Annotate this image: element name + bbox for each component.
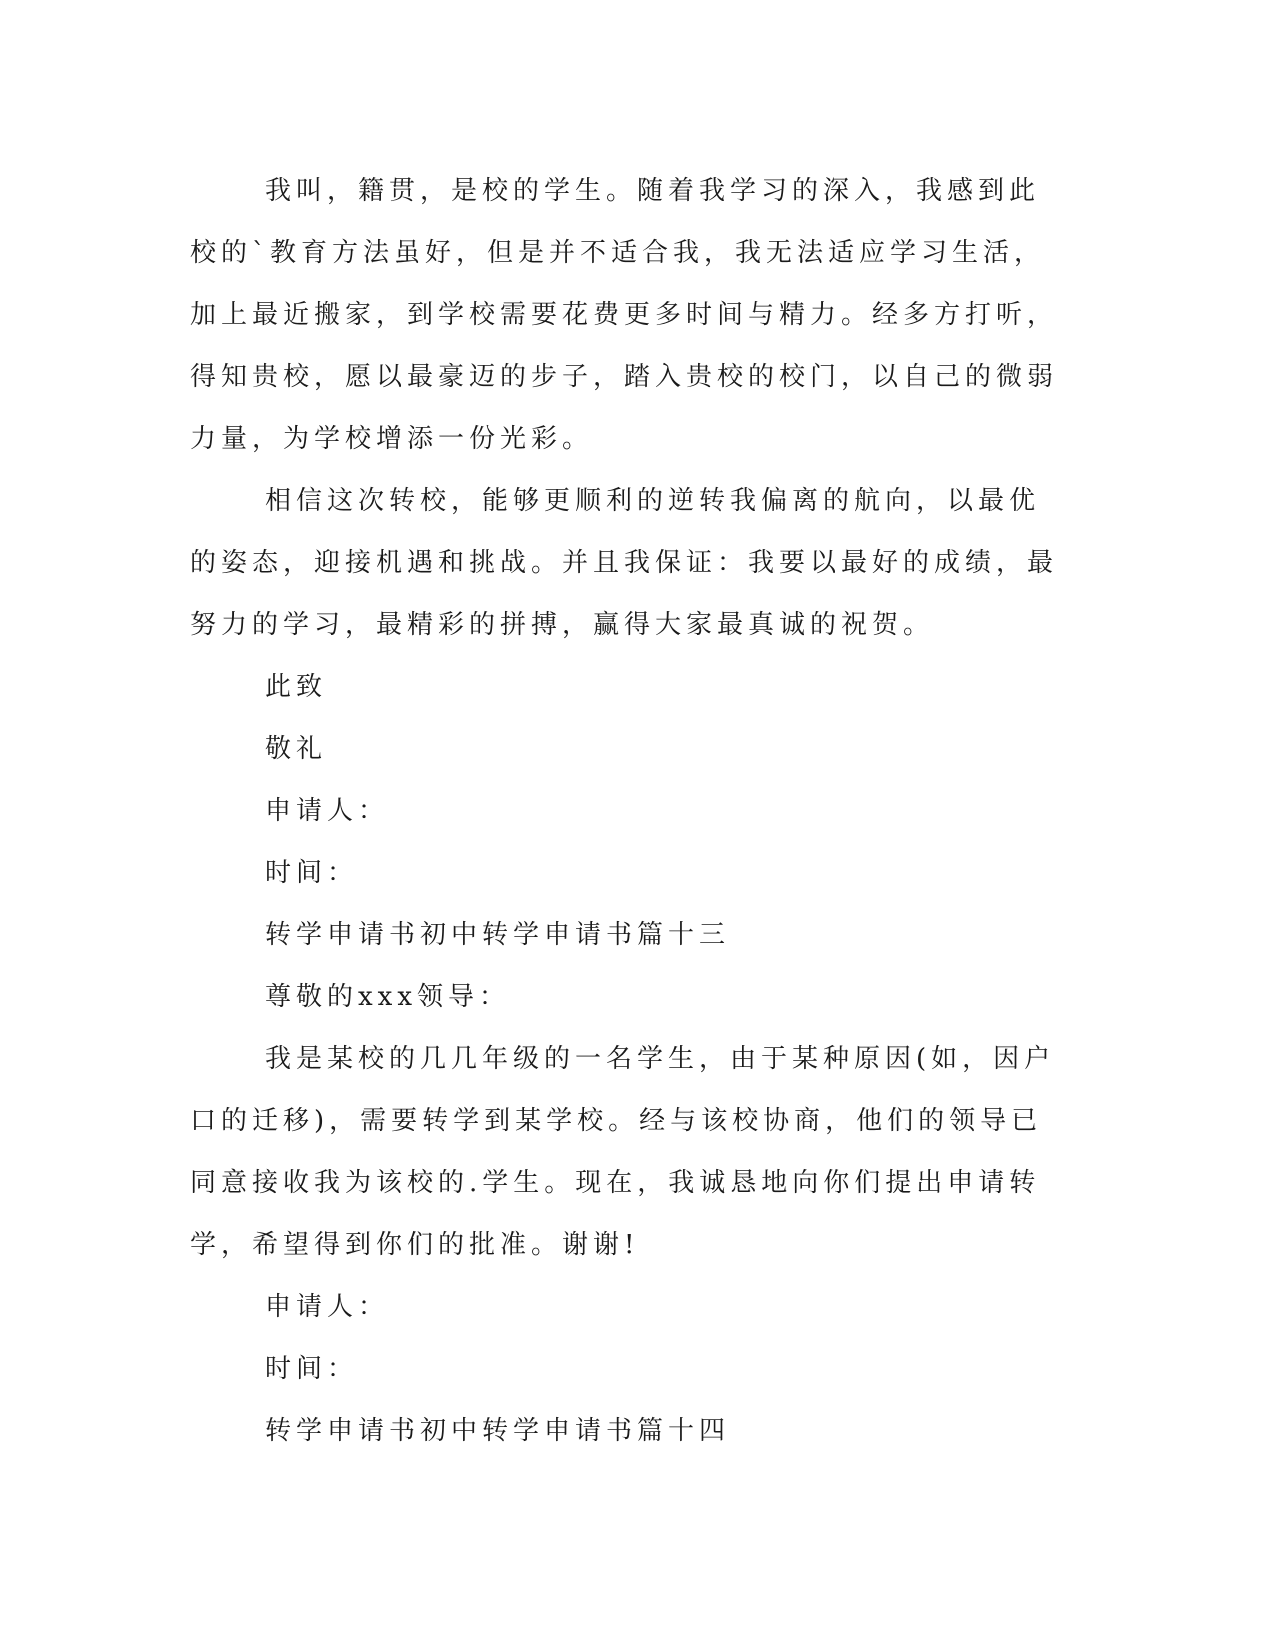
applicant-line: 申请人： (265, 796, 390, 826)
document-body (190, 160, 1070, 1462)
closing-line: 此致 (265, 672, 328, 702)
date-line: 时间： (265, 1354, 359, 1384)
closing-line: 敬礼 (265, 734, 328, 764)
section-heading: 转学申请书初中转学申请书篇十三 (265, 920, 731, 950)
salutation-line: 尊敬的xxx领导： (265, 982, 510, 1012)
applicant-line: 申请人： (265, 1292, 390, 1322)
body-paragraph: 我是某校的几几年级的一名学生，由于某种原因(如，因户口的迁移)，需要转学到某学校。经与该校协商，他们的领导已同意接收我为该校的.学生。现在，我诚恳地向你们提出申请转学，希望得到你们的批准。谢谢! (190, 1044, 1056, 1260)
section-heading: 转学申请书初中转学申请书篇十四 (265, 1416, 731, 1446)
body-paragraph: 相信这次转校，能够更顺利的逆转我偏离的航向，以最优的姿态，迎接机遇和挑战。并且我保证：我要以最好的成绩，最努力的学习，最精彩的拼搏，赢得大家最真诚的祝贺。 (190, 486, 1059, 640)
date-line: 时间： (265, 858, 359, 888)
body-paragraph: 我叫，籍贯，是校的学生。随着我学习的深入，我感到此校的`教育方法虽好，但是并不适合我，我无法适应学习生活，加上最近搬家，到学校需要花费更多时间与精力。经多方打听，得知贵校，愿以最豪迈的步子，踏入贵校的校门，以自己的微弱力量，为学校增添一份光彩。 (190, 176, 1059, 454)
